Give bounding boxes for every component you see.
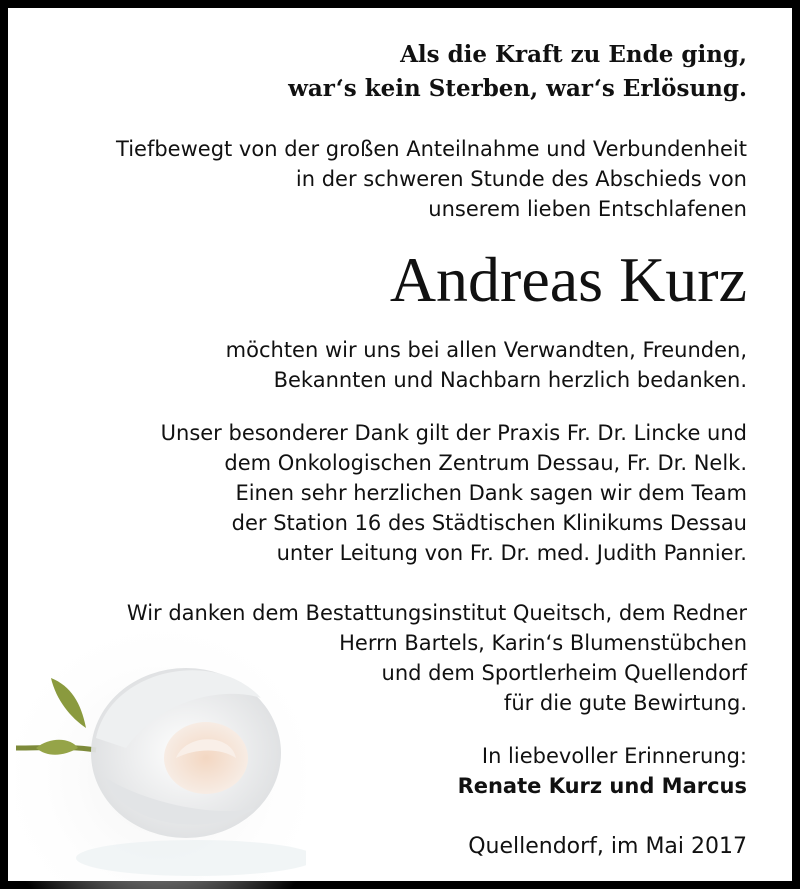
intro-line: unserem lieben Entschlafenen xyxy=(428,197,747,221)
thanks-funeral xyxy=(127,598,747,718)
thanks-line: Bekannten und Nachbarn herzlich bedanken. xyxy=(273,368,747,392)
intro-text xyxy=(116,134,747,224)
signatories: Renate Kurz und Marcus xyxy=(457,774,747,798)
thanks-line: dem Onkologischen Zentrum Dessau, Fr. Dr. Nelk. xyxy=(224,451,747,475)
place-date: Quellendorf, im Mai 2017 xyxy=(468,834,747,859)
thanks-line: Unser besonderer Dank gilt der Praxis Fr. Dr. Lincke und xyxy=(160,421,747,445)
deceased-name: Andreas Kurz xyxy=(389,244,747,315)
thanks-medical xyxy=(161,418,747,568)
motto-line: war‘s kein Sterben, war‘s Erlösung. xyxy=(288,75,747,102)
intro-line: in der schweren Stunde des Abschieds von xyxy=(295,167,747,191)
thanks-line: Wir danken dem Bestattungsinstitut Queitsch, dem Redner xyxy=(126,601,747,625)
thanks-line: Einen sehr herzlichen Dank sagen wir dem Team xyxy=(235,481,747,505)
thanks-line: unter Leitung von Fr. Dr. med. Judith Pannier. xyxy=(276,541,747,565)
thanks-line: und dem Sportlerheim Quellendorf xyxy=(381,661,747,685)
motto-line: Als die Kraft zu Ende ging, xyxy=(400,41,747,68)
thanks-line: für die gute Bewirtung. xyxy=(503,691,747,715)
thanks-general xyxy=(226,335,747,395)
closing-phrase: In liebevoller Erinnerung: xyxy=(481,744,747,768)
thanks-line: möchten wir uns bei allen Verwandten, Freunden, xyxy=(225,338,747,362)
intro-line: Tiefbewegt von der großen Anteilnahme und Verbundenheit xyxy=(116,137,747,161)
motto xyxy=(288,38,747,106)
thanks-line: der Station 16 des Städtischen Klinikums Dessau xyxy=(231,511,747,535)
closing xyxy=(458,741,747,801)
thanks-line: Herrn Bartels, Karin‘s Blumenstübchen xyxy=(339,631,747,655)
